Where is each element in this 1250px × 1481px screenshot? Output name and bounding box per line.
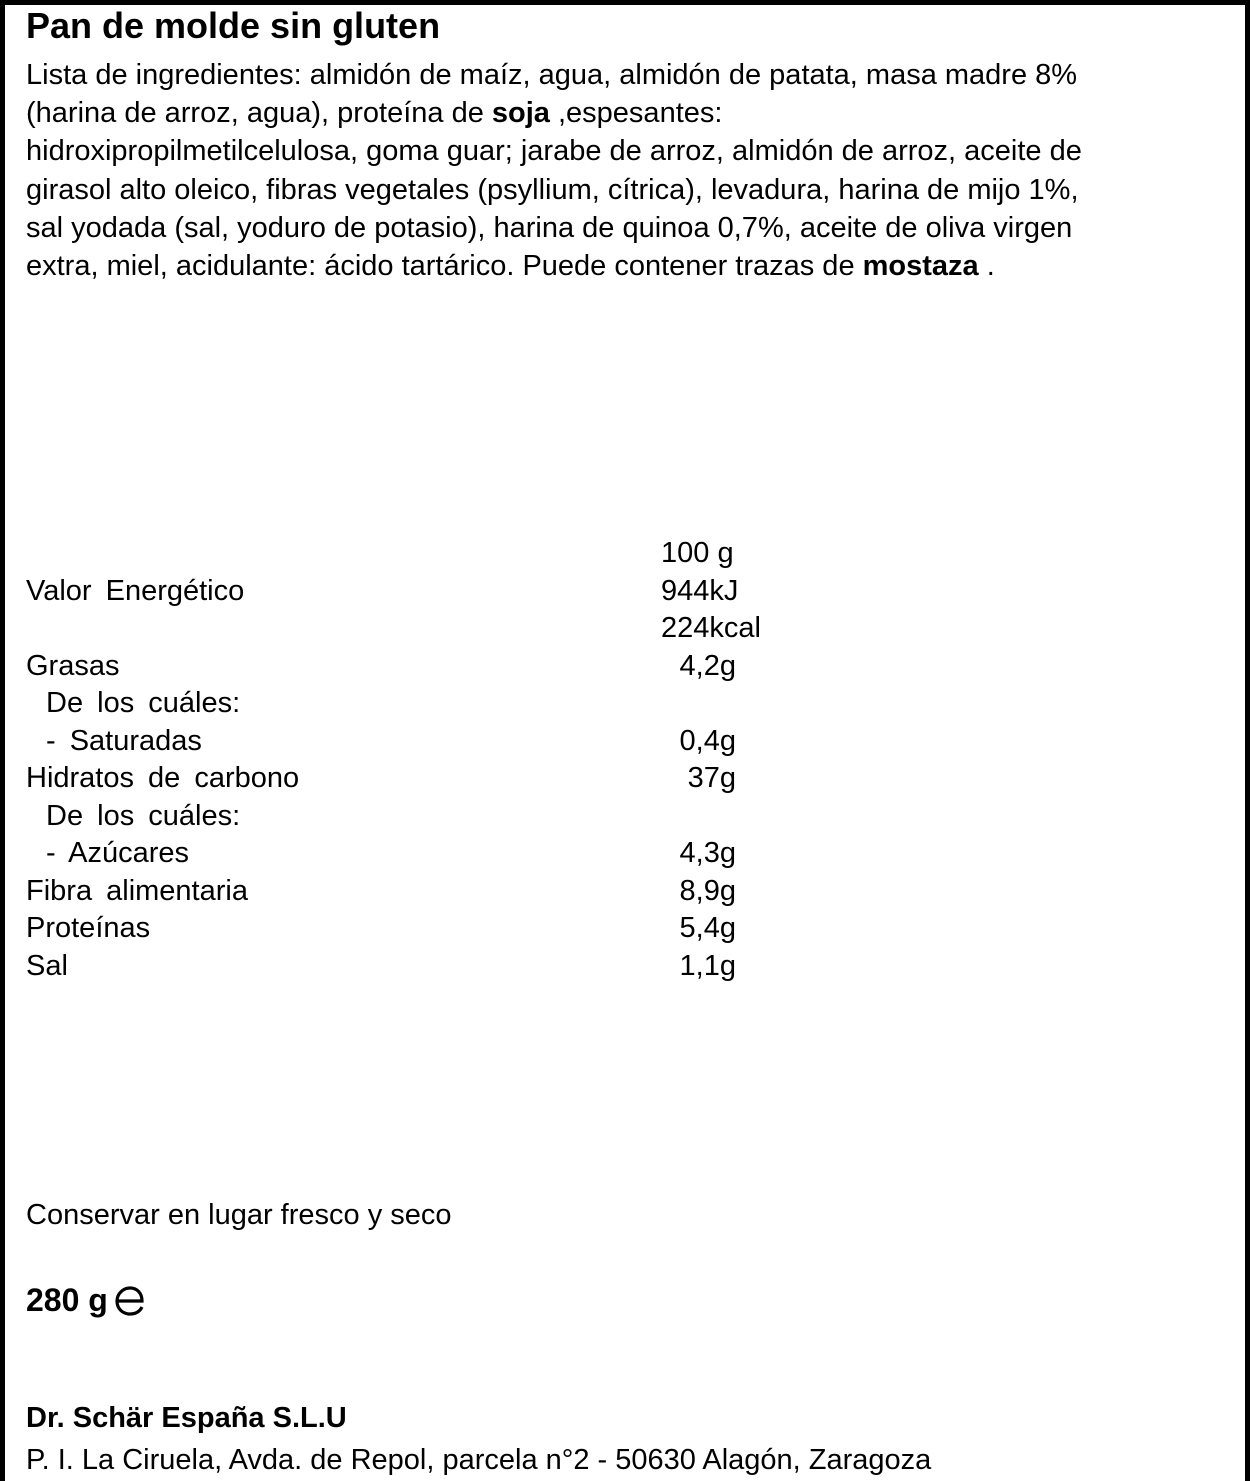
storage-instructions: Conservar en lugar fresco y seco xyxy=(26,1199,452,1231)
ingredients-line-3: hidroxipropilmetilcelulosa, goma guar; jarabe de arroz, almidón de arroz, aceite de xyxy=(26,135,1082,168)
energy-kj-value: 944kJ xyxy=(661,574,739,607)
nutrition-label: Valor Energético xyxy=(26,574,245,607)
ingredients-line-4: girasol alto oleico, fibras vegetales (psyllium, cítrica), levadura, harina de mijo 1%, xyxy=(26,173,1079,206)
net-weight-value: 280 g xyxy=(26,1282,108,1318)
nutrition-label: Grasas xyxy=(26,649,120,682)
allergen-soja: soja xyxy=(491,97,550,130)
ingredients-line-2 xyxy=(26,94,1226,132)
ingredients-text: ,espesantes: xyxy=(549,97,723,130)
nutrition-value: 4,2g xyxy=(679,649,736,682)
nutrition-label: Hidratos de carbono xyxy=(26,762,300,794)
ingredients-line-1: Lista de ingredientes: almidón de maíz, agua, almidón de patata, masa madre 8% xyxy=(26,59,1078,91)
company-name: Dr. Schär España S.L.U xyxy=(26,1402,347,1434)
nutrition-label: Fibra alimentaria xyxy=(26,874,248,907)
company-address: P. I. La Ciruela, Avda. de Repol, parcela n°2 - 50630 Alagón, Zaragoza xyxy=(26,1444,932,1476)
nutrition-label: De los cuáles: xyxy=(46,799,241,832)
estimated-sign-icon xyxy=(112,1283,148,1319)
nutrition-label: Proteínas xyxy=(26,912,151,944)
ingredients-line-6 xyxy=(26,247,1226,285)
nutrition-value: 1,1g xyxy=(679,949,736,982)
nutrition-value: 4,3g xyxy=(679,837,736,869)
ingredients-list xyxy=(26,56,1226,285)
nutrition-value: 37g xyxy=(687,762,736,794)
ingredients-text: extra, miel, acidulante: ácido tartárico. Puede contener trazas de xyxy=(26,250,863,283)
allergen-mostaza: mostaza xyxy=(862,250,979,283)
per-100g-header: 100 g xyxy=(661,537,734,569)
nutrition-label: Sal xyxy=(26,949,68,982)
nutrition-label: De los cuáles: xyxy=(46,687,241,719)
nutrition-value: 5,4g xyxy=(679,912,736,944)
nutrition-label: - Azúcares xyxy=(46,837,189,869)
ingredients-text: (harina de arroz, agua), proteína de xyxy=(26,97,492,130)
product-title: Pan de molde sin gluten xyxy=(26,5,441,46)
nutrition-value: 0,4g xyxy=(679,724,736,757)
ingredients-text: . xyxy=(978,250,995,283)
energy-kcal-value: 224kcal xyxy=(661,612,761,644)
nutrition-label: - Saturadas xyxy=(46,724,202,757)
ingredients-line-5: sal yodada (sal, yoduro de potasio), harina de quinoa 0,7%, aceite de oliva virgen xyxy=(26,211,1073,244)
nutrition-value: 8,9g xyxy=(679,874,736,907)
net-weight xyxy=(26,1280,148,1320)
